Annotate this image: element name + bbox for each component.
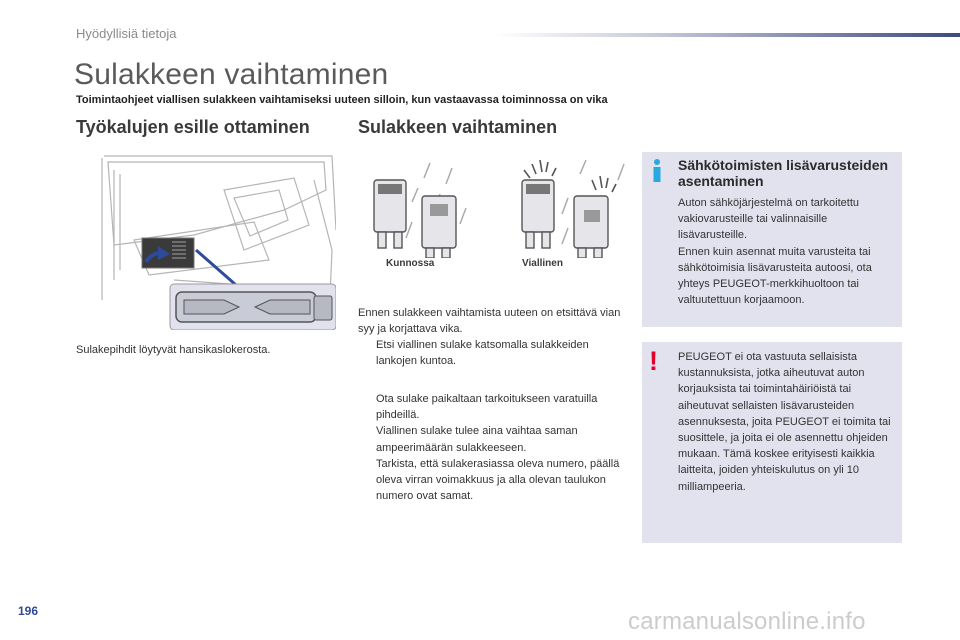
page-number: 196 xyxy=(18,604,39,618)
info-icon xyxy=(650,158,664,182)
step-item xyxy=(358,423,628,455)
header-rule xyxy=(495,33,960,37)
fuse-faulty-illustration xyxy=(512,158,642,258)
watermark: carmanualsonline.info xyxy=(628,608,866,635)
fuse-ok-illustration xyxy=(360,158,490,258)
step-text: Viallinen sulake tulee aina vaihtaa saman ampeerimäärän sulakkeeseen. xyxy=(376,425,578,454)
step-item xyxy=(358,391,628,423)
step-text: Etsi viallinen sulake katsomalla sulakkeiden lankojen kuntoa. xyxy=(376,339,589,368)
steps-list-a xyxy=(358,337,628,369)
page-subtitle: Toimintaohjeet viallisen sulakkeen vaihtamiseksi uuteen silloin, kun vastaavassa toiminnossa on vika xyxy=(76,94,608,106)
info-body xyxy=(678,195,896,308)
step-text: Tarkista, että sulakerasiassa oleva numero, päällä oleva virran voimakkuus ja alla olevan taulukon numero ovat samat. xyxy=(376,457,620,503)
steps-list-b xyxy=(358,391,628,504)
replace-heading: Sulakkeen vaihtaminen xyxy=(358,117,558,137)
info-title: Sähkötoimisten lisävarusteiden asentaminen xyxy=(678,157,889,189)
step-item xyxy=(358,337,628,369)
glovebox-caption: Sulakepihdit löytyvät hansikaslokerosta. xyxy=(76,344,271,356)
section-header: Hyödyllisiä tietoja xyxy=(76,26,177,41)
replace-intro: Ennen sulakkeen vaihtamista uuteen on etsittävä vian syy ja korjattava vika. xyxy=(358,307,621,336)
page-title: Sulakkeen vaihtaminen xyxy=(74,58,389,91)
step-item xyxy=(358,456,628,505)
warning-icon: ! xyxy=(649,346,658,376)
fuse-faulty-label: Viallinen xyxy=(522,258,563,269)
fuse-ok-label: Kunnossa xyxy=(386,258,435,269)
step-text: Ota sulake paikaltaan tarkoitukseen varatuilla pihdeillä. xyxy=(376,393,598,422)
glovebox-fuse-puller-illustration xyxy=(74,150,336,330)
tools-heading: Työkalujen esille ottaminen xyxy=(76,117,310,137)
warning-text: PEUGEOT ei ota vastuuta sellaisista kustannuksista, jotka aiheutuvat auton korjauksista tai toimintahäiriöistä tai aiheutuvat sellaisten lisävarusteiden asennuksesta, joita PEUGEOT ei toimita tai suosittele, ja joita ei ole asennettu ohjeiden mukaan. Tämä koskee erityisesti kaikkia laitteita, joiden yhteiskulutus on yli 10 milliampeeria. xyxy=(678,351,891,493)
info-paragraph-1: Auton sähköjärjestelmä on tarkoitettu vakiovarusteille tai valinnaisille lisävarusteille. xyxy=(678,197,859,242)
info-paragraph-2: Ennen kuin asennat muita varusteita tai sähkötoimisia lisävarusteita autoosi, ota yhteys PEUGEOT-merkkihuoltoon tai valtuutettuun korjaamoon. xyxy=(678,245,872,307)
